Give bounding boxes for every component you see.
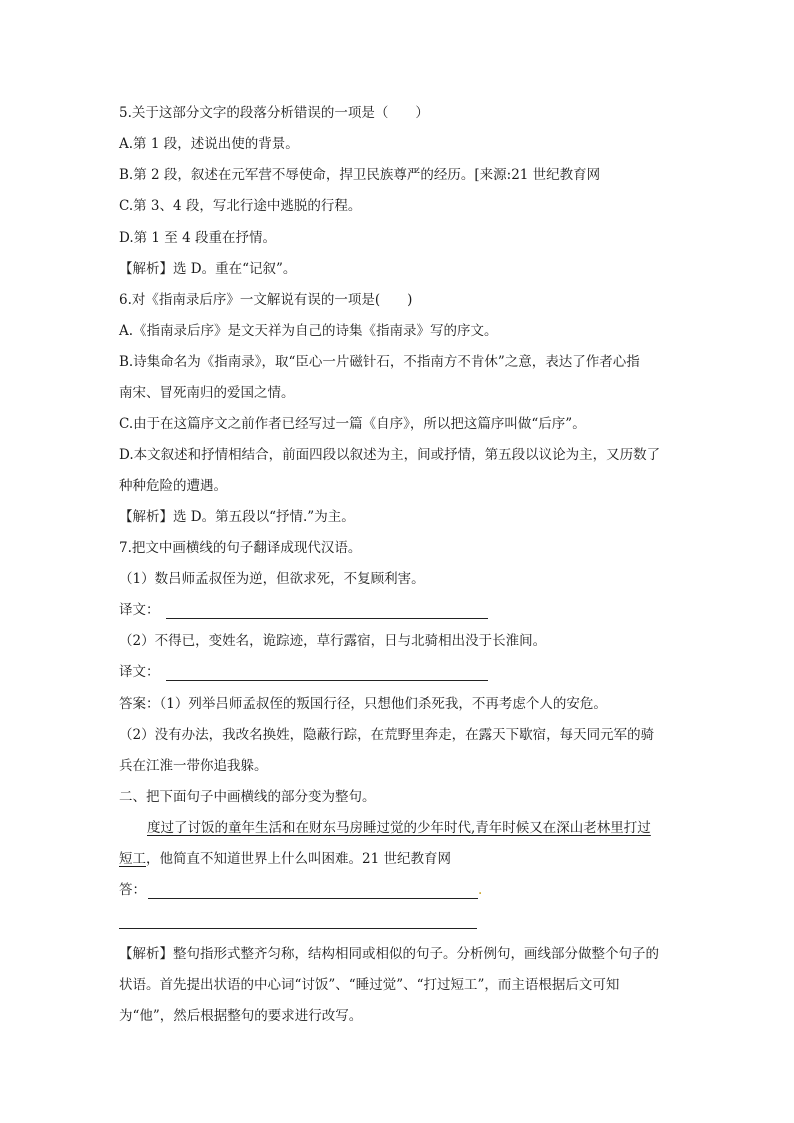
q6-option-b-line2: 南宋、冒死南归的爱国之情。 bbox=[119, 385, 295, 401]
q5-analysis: 【解析】选 D。重在“记叙”。 bbox=[119, 261, 297, 277]
translation-blank-1[interactable] bbox=[166, 604, 488, 619]
q7-answer-2-line2: 兵在江淮一带你追我躲。 bbox=[119, 758, 268, 774]
q7-answer-2-line1: （2）没有办法，我改名换姓，隐蔽行踪，在荒野里奔走，在露天下歇宿，每天同元军的骑 bbox=[119, 727, 655, 743]
q6-option-a: A.《指南录后序》是文天祥为自己的诗集《指南录》写的序文。 bbox=[119, 323, 498, 339]
part2-sentence-line2 bbox=[119, 850, 451, 868]
q7-stem: 7.把文中画横线的句子翻译成现代汉语。 bbox=[119, 540, 362, 556]
q6-option-d-line2: 种种危险的遭遇。 bbox=[119, 478, 227, 494]
part2-sentence-line1 bbox=[147, 819, 651, 837]
part2-heading: 二、把下面句子中画横线的部分变为整句。 bbox=[119, 789, 376, 805]
answer-second-line[interactable] bbox=[119, 928, 477, 929]
q6-option-d-line1: D.本文叙述和抒情相结合，前面四段以叙述为主，间或抒情，第五段以议论为主，又历数了 bbox=[119, 447, 661, 463]
q7-answer-1: 答案：（1）列举吕师孟叔侄的叛国行径，只想他们杀死我，不再考虑个人的安危。 bbox=[119, 696, 607, 712]
translation-label: 译文： bbox=[119, 664, 160, 680]
q7-translation-2 bbox=[119, 663, 488, 681]
answer-blank[interactable] bbox=[148, 884, 478, 899]
q5-option-d: D.第 1 至 4 段重在抒情。 bbox=[119, 230, 276, 246]
part2-analysis-line2: 状语。首先提出状语的中心词“讨饭”、“睡过觉”、“打过短工”，而主语根据后文可知 bbox=[119, 977, 620, 993]
sentence-rest: ，他简直不知道世界上什么叫困难。21 世纪教育网 bbox=[146, 851, 451, 867]
q7-translation-1 bbox=[119, 601, 488, 619]
q7-sentence-1: （1）数吕师孟叔侄为逆，但欲求死，不复顾利害。 bbox=[119, 571, 425, 587]
q5-option-a: A.第 1 段，述说出使的背景。 bbox=[119, 136, 299, 152]
q5-option-b: B.第 2 段，叙述在元军营不辱使命，捍卫民族尊严的经历。[来源:21 世纪教育网 bbox=[119, 167, 601, 183]
q6-option-b-line1: B.诗集命名为《指南录》，取“臣心一片磁针石，不指南方不肯休”之意，表达了作者心指 bbox=[119, 354, 640, 370]
translation-blank-2[interactable] bbox=[166, 666, 488, 681]
underlined-phrase: 短工 bbox=[119, 851, 146, 867]
part2-analysis-line3: 为“他”，然后根据整句的要求进行改写。 bbox=[119, 1008, 363, 1024]
part2-answer bbox=[119, 881, 482, 899]
q6-stem: 6.对《指南录后序》一文解说有误的一项是( ) bbox=[119, 292, 413, 308]
q6-analysis: 【解析】选 D。第五段以“抒情.”为主。 bbox=[119, 509, 355, 525]
answer-label: 答： bbox=[119, 882, 146, 898]
q6-option-c: C.由于在这篇序文之前作者已经写过一篇《自序》，所以把这篇序叫做“后序”。 bbox=[119, 416, 586, 432]
translation-label: 译文： bbox=[119, 602, 160, 618]
q5-stem: 5.关于这部分文字的段落分析错误的一项是（ ） bbox=[119, 105, 429, 121]
part2-analysis-line1: 【解析】整句指形式整齐匀称，结构相同或相似的句子。分析例句，画线部分做整个句子的 bbox=[119, 946, 659, 962]
answer-dot: . bbox=[478, 882, 483, 898]
q7-sentence-2: （2）不得已，变姓名，诡踪迹，草行露宿，日与北骑相出没于长淮间。 bbox=[119, 633, 547, 649]
underlined-phrase: 度过了讨饭的童年生活和在财东马房睡过觉的少年时代,青年时候又在深山老林里打过 bbox=[147, 820, 651, 836]
q5-option-c: C.第 3、4 段，写北行途中逃脱的行程。 bbox=[119, 198, 362, 214]
